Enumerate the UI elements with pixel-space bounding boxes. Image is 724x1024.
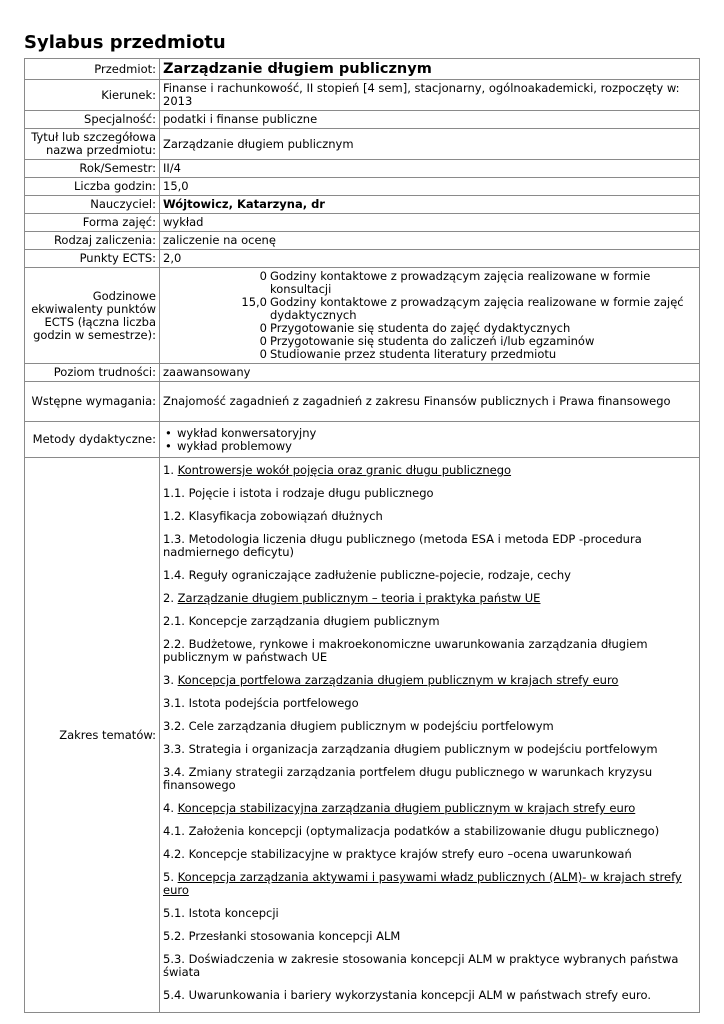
method-item: • wykład problemowy — [177, 440, 696, 453]
difficulty-label: Poziom trudności: — [25, 364, 160, 382]
topic-text: Kontrowersje wokół pojęcia oraz granic długu publicznego — [177, 463, 512, 477]
hours-text: Przygotowanie się studenta do zaliczeń i/lub egzaminów — [270, 334, 595, 348]
topics-label: Zakres tematów: — [25, 458, 160, 1013]
hours-text: Przygotowanie się studenta do zajęć dydaktycznych — [270, 321, 571, 335]
row-teacher — [25, 196, 700, 214]
topic-number: 4.2. — [163, 847, 185, 861]
teacher-label: Nauczyciel: — [25, 196, 160, 214]
method-item: • wykład konwersatoryjny — [177, 427, 696, 440]
topic-text: Pojęcie i istota i rodzaje długu publicznego — [188, 486, 434, 500]
topic-item — [163, 743, 696, 756]
topic-number: 3.3. — [163, 742, 185, 756]
topic-number: 1. — [163, 463, 174, 477]
topic-item — [163, 615, 696, 628]
topic-number: 5.3. — [163, 952, 185, 966]
topic-number: 1.2. — [163, 509, 185, 523]
year-semester-value: II/4 — [160, 160, 700, 178]
topic-heading — [163, 871, 696, 897]
topic-item — [163, 825, 696, 838]
topic-heading — [163, 674, 696, 687]
topic-item — [163, 766, 696, 792]
row-class-form — [25, 214, 700, 232]
topic-text: Doświadczenia w zakresie stosowania koncepcji ALM w praktyce wybranych państwa świata — [163, 952, 679, 979]
topic-number: 3.1. — [163, 696, 185, 710]
specialty-value: podatki i finanse publiczne — [160, 111, 700, 129]
year-semester-label: Rok/Semestr: — [25, 160, 160, 178]
teacher-value: Wójtowicz, Katarzyna, dr — [160, 196, 700, 214]
topic-number: 3. — [163, 673, 174, 687]
topic-number: 5.4. — [163, 988, 185, 1002]
hours-number: 0 — [259, 347, 267, 361]
row-year-semester — [25, 160, 700, 178]
topic-text: Uwarunkowania i bariery wykorzystania koncepcji ALM w państwach strefy euro. — [188, 988, 651, 1002]
topic-text: Zarządzanie długiem publicznym – teoria i praktyka państw UE — [177, 591, 541, 605]
topic-text: Istota podejścia portfelowego — [188, 696, 359, 710]
topic-text: Budżetowe, rynkowe i makroekonomiczne uwarunkowania zarządzania długiem publicznym w państwach UE — [163, 637, 648, 664]
topic-item — [163, 510, 696, 523]
methods-value — [160, 422, 700, 458]
credit-type-label: Rodzaj zaliczenia: — [25, 232, 160, 250]
row-hours — [25, 178, 700, 196]
hours-number: 0 — [259, 269, 267, 283]
syllabus-table — [24, 58, 700, 1013]
hours-line — [163, 296, 696, 322]
topic-number: 3.4. — [163, 765, 185, 779]
ects-equivalent-label: Godzinowe ekwiwalenty punktów ECTS (łączna liczba godzin w semestrze): — [25, 268, 160, 364]
topic-number: 5.2. — [163, 929, 185, 943]
topic-item — [163, 848, 696, 861]
hours-line — [163, 348, 696, 361]
topic-number: 2. — [163, 591, 174, 605]
field-value: Finanse i rachunkowość, II stopień [4 sem], stacjonarny, ogólnoakademicki, rozpoczęty w: 2013 — [160, 80, 700, 111]
topic-heading — [163, 802, 696, 815]
hours-value: 15,0 — [160, 178, 700, 196]
topic-number: 1.3. — [163, 532, 185, 546]
row-credit-type — [25, 232, 700, 250]
topic-text: Istota koncepcji — [188, 906, 279, 920]
topic-number: 1.1. — [163, 486, 185, 500]
row-subject — [25, 59, 700, 80]
prerequisites-value: Znajomość zagadnień z zagadnień z zakresu Finansów publicznych i Prawa finansowego — [160, 382, 700, 422]
topic-number: 4. — [163, 801, 174, 815]
topics-list — [160, 458, 700, 1013]
hours-label: Liczba godzin: — [25, 178, 160, 196]
prerequisites-label: Wstępne wymagania: — [25, 382, 160, 422]
topic-heading — [163, 464, 696, 477]
topic-text: Koncepcja portfelowa zarządzania długiem publicznym w krajach strefy euro — [177, 673, 619, 687]
credit-type-value: zaliczenie na ocenę — [160, 232, 700, 250]
topic-item — [163, 487, 696, 500]
row-specialty — [25, 111, 700, 129]
subject-label: Przedmiot: — [25, 59, 160, 80]
methods-label: Metody dydaktyczne: — [25, 422, 160, 458]
topic-text: Cele zarządzania długiem publicznym w podejściu portfelowym — [188, 719, 554, 733]
topic-text: Koncepcje zarządzania długiem publicznym — [188, 614, 440, 628]
topic-number: 4.1. — [163, 824, 185, 838]
topic-item — [163, 569, 696, 582]
topic-number: 2.1. — [163, 614, 185, 628]
class-form-label: Forma zajęć: — [25, 214, 160, 232]
hours-text: Godziny kontaktowe z prowadzącym zajęcia realizowane w formie konsultacji — [270, 269, 651, 296]
hours-number: 0 — [259, 321, 267, 335]
topic-text: Strategia i organizacja zarządzania długiem publicznym w podejściu portfelowym — [188, 742, 658, 756]
row-methods — [25, 422, 700, 458]
topic-item — [163, 638, 696, 664]
row-prerequisites — [25, 382, 700, 422]
row-field — [25, 80, 700, 111]
specialty-label: Specjalność: — [25, 111, 160, 129]
topic-number: 5.1. — [163, 906, 185, 920]
topic-item — [163, 953, 696, 979]
topic-text: Reguły ograniczające zadłużenie publiczne-pojecie, rodzaje, cechy — [188, 568, 571, 582]
row-detailed-title — [25, 129, 700, 160]
topic-item — [163, 930, 696, 943]
ects-value: 2,0 — [160, 250, 700, 268]
topic-number: 5. — [163, 870, 174, 884]
detailed-title-label: Tytuł lub szczegółowa nazwa przedmiotu: — [25, 129, 160, 160]
ects-equivalent-value — [160, 268, 700, 364]
topic-heading — [163, 592, 696, 605]
topic-text: Zmiany strategii zarządzania portfelem długu publicznego w warunkach kryzysu finansowego — [163, 765, 653, 792]
topic-number: 3.2. — [163, 719, 185, 733]
methods-list — [163, 427, 696, 453]
row-difficulty — [25, 364, 700, 382]
hours-text: Studiowanie przez studenta literatury przedmiotu — [270, 347, 557, 361]
topic-item — [163, 720, 696, 733]
topic-text: Założenia koncepcji (optymalizacja podatków a stabilizowanie długu publicznego) — [188, 824, 660, 838]
difficulty-value: zaawansowany — [160, 364, 700, 382]
detailed-title-value: Zarządzanie długiem publicznym — [160, 129, 700, 160]
row-ects-equivalent — [25, 268, 700, 364]
topic-text: Przesłanki stosowania koncepcji ALM — [188, 929, 401, 943]
topic-item — [163, 533, 696, 559]
topic-text: Koncepcja stabilizacyjna zarządzania długiem publicznym w krajach strefy euro — [177, 801, 636, 815]
topic-text: Koncepcja zarządzania aktywami i pasywami władz publicznych (ALM)- w krajach strefy euro — [163, 870, 682, 897]
hours-text: Godziny kontaktowe z prowadzącym zajęcia realizowane w formie zajęć dydaktycznych — [270, 295, 684, 322]
topic-text: Klasyfikacja zobowiązań dłużnych — [188, 509, 383, 523]
subject-value: Zarządzanie długiem publicznym — [160, 59, 700, 80]
class-form-value: wykład — [160, 214, 700, 232]
topic-number: 2.2. — [163, 637, 185, 651]
hours-number: 15,0 — [241, 295, 267, 309]
page-title: Sylabus przedmiotu — [24, 32, 226, 53]
row-topics — [25, 458, 700, 1013]
topic-item — [163, 989, 696, 1002]
topic-text: Koncepcje stabilizacyjne w praktyce krajów strefy euro –ocena uwarunkowań — [188, 847, 632, 861]
row-ects — [25, 250, 700, 268]
field-label: Kierunek: — [25, 80, 160, 111]
topic-item — [163, 907, 696, 920]
ects-label: Punkty ECTS: — [25, 250, 160, 268]
hours-line — [163, 270, 696, 296]
topic-item — [163, 697, 696, 710]
topic-number: 1.4. — [163, 568, 185, 582]
topic-text: Metodologia liczenia długu publicznego (metoda ESA i metoda EDP -procedura nadmiernego deficytu) — [163, 532, 642, 559]
hours-number: 0 — [259, 334, 267, 348]
